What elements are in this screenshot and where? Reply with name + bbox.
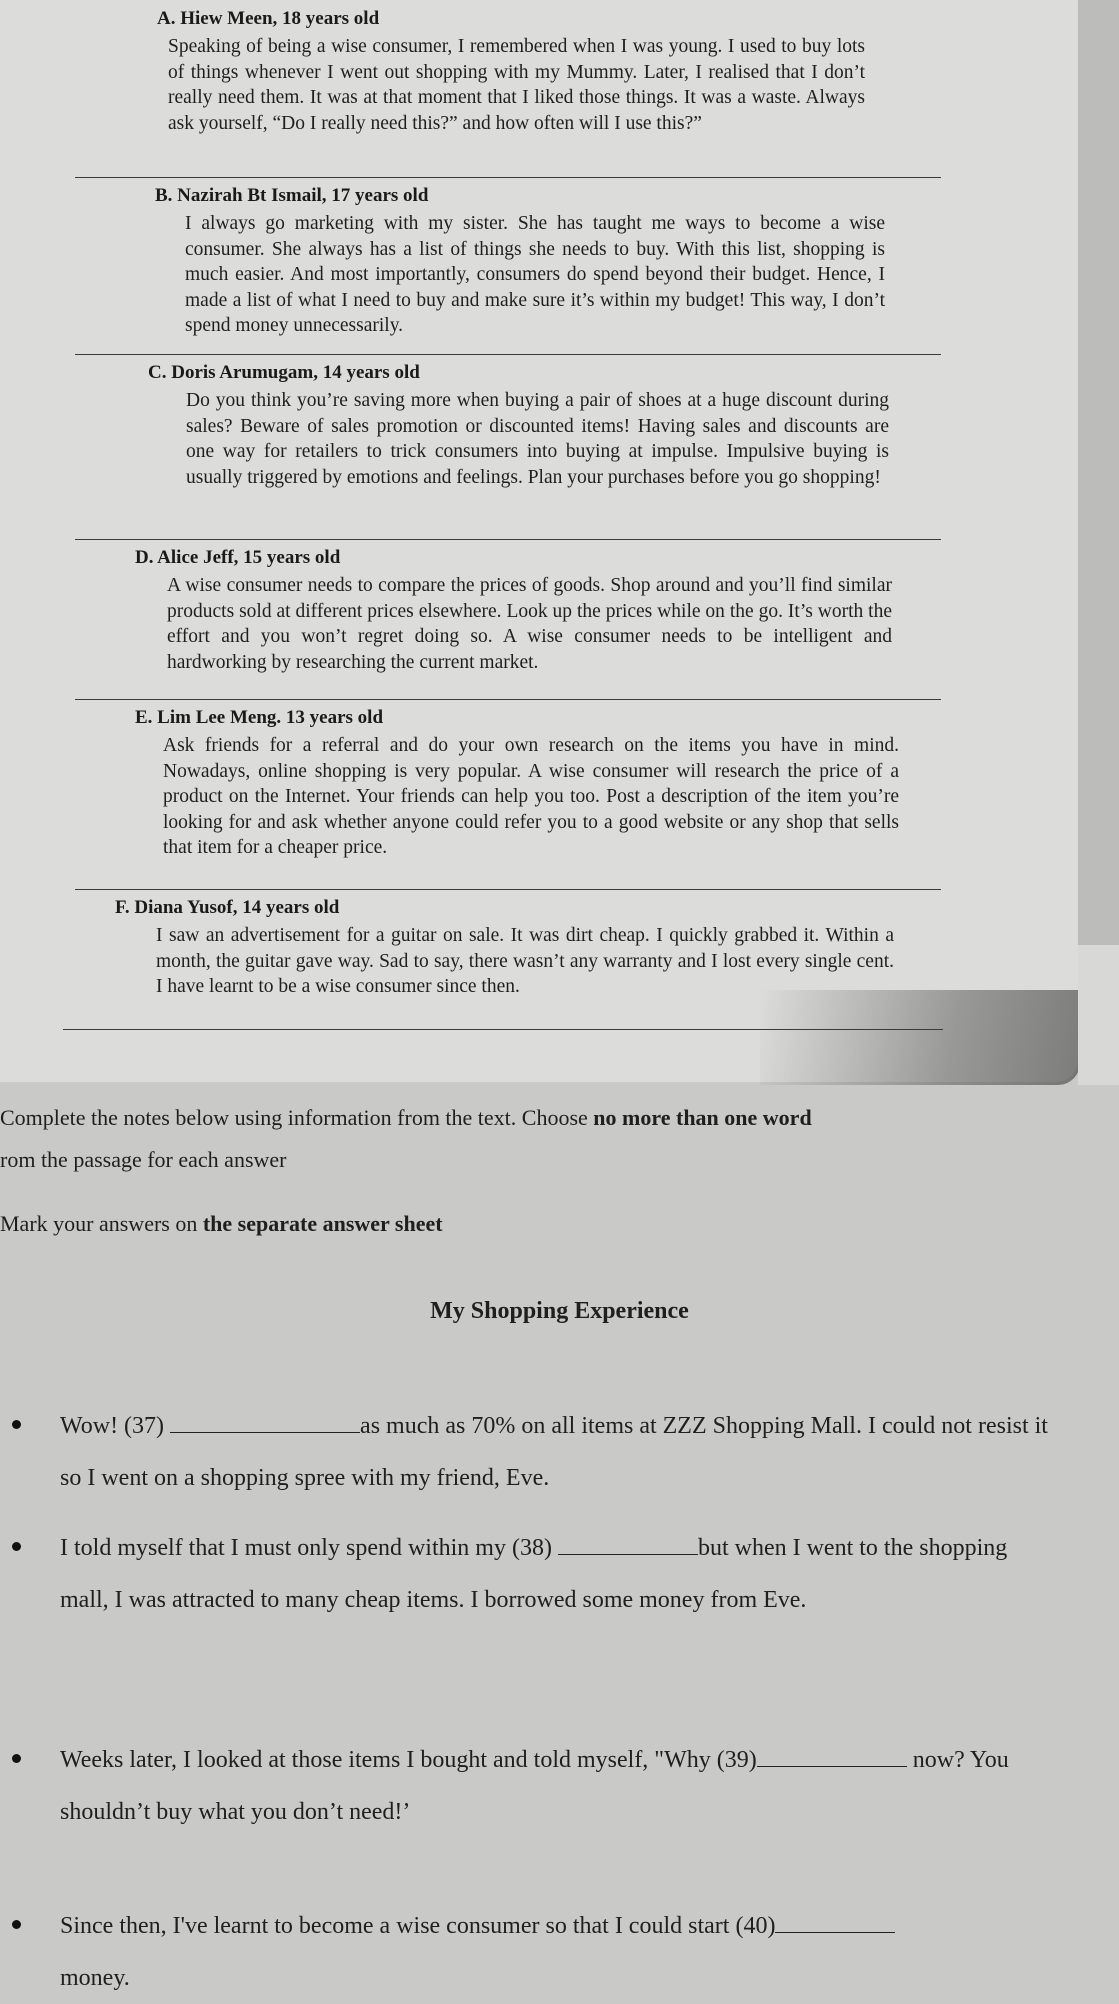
- testimonial-body: [168, 34, 865, 136]
- answer-blank-40[interactable]: [775, 1910, 895, 1933]
- testimonial-a: [75, 0, 941, 178]
- note-text: as much as 70% on all items at ZZZ Shopping Mall. I could not resist it so I went on a shopping spree with my friend, Eve.: [60, 1413, 1048, 1491]
- note-39: [60, 1734, 1060, 1838]
- testimonial-body: [163, 733, 899, 861]
- instruction-text: Complete the notes below using information from the text. Choose: [0, 1105, 594, 1130]
- testimonial-text: I saw an advertisement for a guitar on sale. It was dirt cheap. I quickly grabbed it. Within a month, the guitar gave way. Sad to say, there wasn’t any warranty and I lost every single cent. I have learnt to be a wise consumer since then.: [156, 925, 894, 997]
- testimonial-text: Ask friends for a referral and do your own research on the items you have in mind. Nowadays, online shopping is very popular. A wise consumer will research the price of a product on the Internet. Your friends can help you too. Post a description of the item you’re looking for and ask whether anyone could refer you to a good website or any shop that sells that item for a cheaper price.: [163, 735, 899, 858]
- notes-title: My Shopping Experience: [430, 1298, 689, 1324]
- testimonial-title: D. Alice Jeff, 15 years old: [135, 547, 341, 568]
- testimonial-title: F. Diana Yusof, 14 years old: [115, 897, 340, 918]
- testimonial-b: [75, 177, 941, 355]
- note-text: Since then, I've learnt to become a wise consumer so that I could start (40): [60, 1913, 776, 1939]
- testimonial-text: A wise consumer needs to compare the prices of goods. Shop around and you’ll find similar products sold at different prices elsewhere. Look up the prices while on the go. It’s worth the effort and you won’t regret doing so. A wise consumer needs to be intelligent and hardworking by researching the current market.: [167, 575, 892, 673]
- testimonial-text: Speaking of being a wise consumer, I remembered when I was young. I used to buy lots of things whenever I went out shopping with my Mummy. Later, I realised that I don’t really need them. It was at that moment that I liked those things. It was a waste. Always ask yourself, “Do I really need this?” and how often will I use this?”: [168, 36, 865, 134]
- bullet-icon: [12, 1920, 21, 1929]
- answer-blank-37[interactable]: [170, 1410, 360, 1433]
- testimonial-text: I always go marketing with my sister. She has taught me ways to become a wise consumer. She always has a list of things she needs to buy. With this list, shopping is much easier. And most importantly, consumers do spend beyond their budget. Hence, I made a list of what I need to buy and make sure it’s within my budget! This way, I don’t spend money unnecessarily.: [185, 213, 885, 336]
- testimonial-title: E. Lim Lee Meng. 13 years old: [135, 707, 384, 728]
- instruction-emphasis: no more than one word: [593, 1105, 812, 1130]
- note-text: Weeks later, I looked at those items I bought and told myself, "Why (39): [60, 1747, 757, 1773]
- note-text: now? You shouldn’t buy what you don’t need!’: [60, 1747, 1009, 1825]
- testimonial-c: [75, 354, 941, 540]
- instructions: [0, 1092, 1100, 1248]
- testimonial-d: [75, 539, 941, 700]
- bullet-icon: [12, 1754, 21, 1763]
- testimonial-title: A. Hiew Meen, 18 years old: [157, 8, 380, 29]
- note-text: Wow! (37): [60, 1413, 171, 1439]
- instruction-text: Mark your answers on: [0, 1211, 203, 1236]
- background-strip: [1078, 0, 1119, 945]
- testimonial-body: [167, 573, 892, 675]
- instruction-emphasis: the separate answer sheet: [202, 1211, 443, 1236]
- instruction-line-3: [0, 1198, 1100, 1250]
- instruction-line-2: [0, 1134, 1100, 1186]
- testimonial-e: [75, 699, 941, 890]
- answer-blank-39[interactable]: [757, 1744, 907, 1767]
- background-strip-lower: [1078, 945, 1119, 1085]
- testimonial-title: B. Nazirah Bt Ismail, 17 years old: [155, 185, 429, 206]
- testimonial-body: [156, 923, 894, 1000]
- note-text: but when I went to the shopping mall, I was attracted to many cheap items. I borrowed some money from Eve.: [60, 1535, 1008, 1613]
- testimonial-f: [63, 889, 943, 1030]
- instruction-text: rom the passage for each answer: [0, 1147, 287, 1172]
- note-37: [60, 1400, 1060, 1504]
- note-text: I told myself that I must only spend within my (38): [60, 1535, 558, 1561]
- testimonial-body: [186, 388, 889, 490]
- note-40: [60, 1900, 1060, 2004]
- bullet-icon: [12, 1542, 21, 1551]
- note-38: [60, 1522, 1060, 1626]
- note-text: money.: [60, 1965, 130, 1991]
- bullet-icon: [12, 1420, 21, 1429]
- testimonial-body: [185, 211, 885, 339]
- testimonial-title: C. Doris Arumugam, 14 years old: [148, 362, 420, 383]
- answer-blank-38[interactable]: [558, 1532, 698, 1555]
- testimonial-text: Do you think you’re saving more when buying a pair of shoes at a huge discount during sales? Beware of sales promotion or discounted items! Having sales and discounts are one way for retailers to trick consumers into buying at impulse. Impulsive buying is usually triggered by emotions and feelings. Plan your purchases before you go shopping!: [186, 390, 889, 488]
